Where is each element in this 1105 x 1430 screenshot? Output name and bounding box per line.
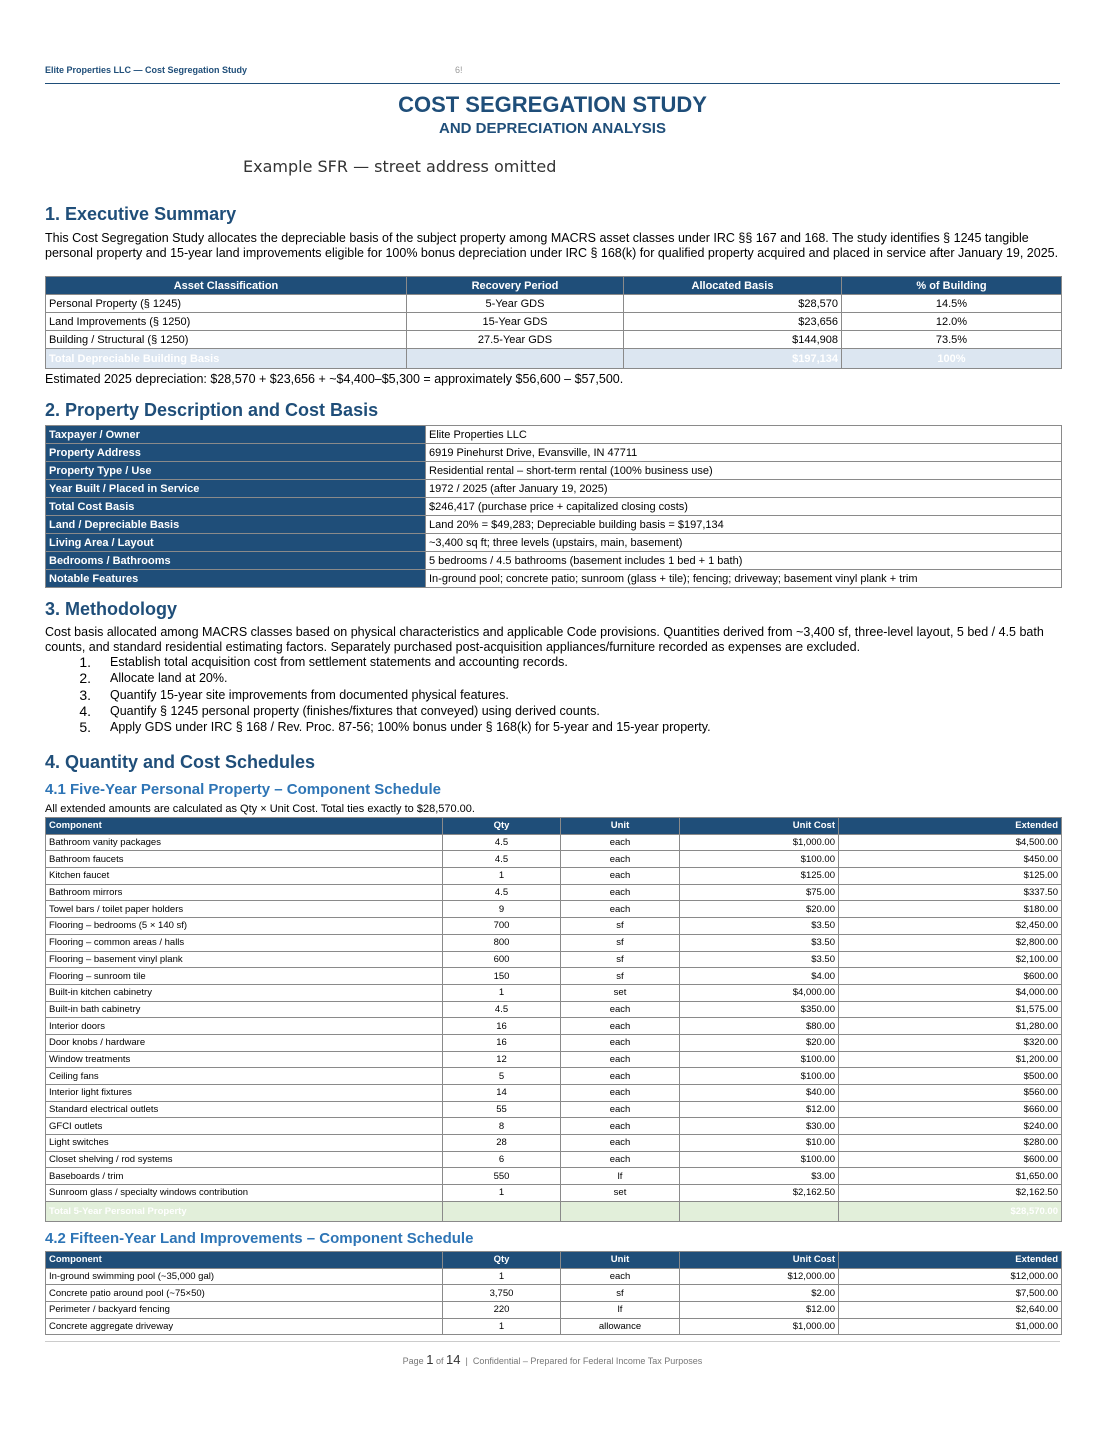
page-footer: Page 1 of 14 | Confidential – Prepared for Federal Income Tax Purposes xyxy=(402,1352,703,1367)
table-cell: 16 xyxy=(443,1034,561,1051)
footer-divider xyxy=(45,1341,1060,1342)
section-2-heading: 2. Property Description and Cost Basis xyxy=(45,400,379,420)
table-cell: $450.00 xyxy=(839,851,1062,868)
table-cell: $1,575.00 xyxy=(839,1001,1062,1018)
table-cell: 12 xyxy=(443,1051,561,1068)
table-cell: $2,100.00 xyxy=(839,951,1062,968)
table-cell: 600 xyxy=(443,951,561,968)
column-header: Unit xyxy=(561,818,680,835)
header-title: Elite Properties LLC — Cost Segregation Study xyxy=(45,65,248,75)
step-text: Allocate land at 20%. xyxy=(110,671,228,686)
step-number: 5. xyxy=(79,719,91,736)
table-cell: sf xyxy=(561,1285,680,1302)
table-cell: 6919 Pinehurst Drive, Evansville, IN 47711 xyxy=(426,444,1062,462)
table-row xyxy=(46,1118,1062,1135)
table-row xyxy=(46,1151,1062,1168)
table-cell: $125.00 xyxy=(839,868,1062,885)
table-cell: set xyxy=(561,984,680,1001)
footer-page-number: 1 xyxy=(426,1352,434,1367)
table-cell: Land / Depreciable Basis xyxy=(46,516,426,534)
table-row xyxy=(46,1085,1062,1102)
table-cell: Built-in kitchen cabinetry xyxy=(46,984,443,1001)
table-cell: 1972 / 2025 (after January 19, 2025) xyxy=(426,480,1062,498)
table-cell: Residential rental – short-term rental (100% business use) xyxy=(426,462,1062,480)
table-cell: 14.5% xyxy=(842,295,1062,313)
table-cell: $12,000.00 xyxy=(680,1268,839,1285)
subsection-4-2-heading: 4.2 Fifteen-Year Land Improvements – Component Schedule xyxy=(45,1230,474,1247)
table-cell: each xyxy=(561,1001,680,1018)
table-cell: 1 xyxy=(443,1318,561,1335)
total-row xyxy=(46,349,1062,369)
header-page-mark: 6! xyxy=(455,65,463,75)
table-header-row xyxy=(46,818,1062,835)
total-cell: $28,570.00 xyxy=(839,1201,1062,1221)
table-cell: allowance xyxy=(561,1318,680,1335)
table-cell: 16 xyxy=(443,1018,561,1035)
table-cell: 73.5% xyxy=(842,331,1062,349)
table-row xyxy=(46,884,1062,901)
table-cell: each xyxy=(561,884,680,901)
table-cell: $1,000.00 xyxy=(839,1318,1062,1335)
table-cell: $3.50 xyxy=(680,934,839,951)
table-cell: Flooring – basement vinyl plank xyxy=(46,951,443,968)
table-cell: $12,000.00 xyxy=(839,1268,1062,1285)
table-row xyxy=(46,1185,1062,1202)
table-row xyxy=(46,1001,1062,1018)
table-row xyxy=(46,534,1062,552)
table-row xyxy=(46,1135,1062,1152)
step-text: Establish total acquisition cost from settlement statements and accounting records. xyxy=(110,655,568,669)
column-header: % of Building xyxy=(842,277,1062,295)
table-cell: sf xyxy=(561,968,680,985)
section-3-paragraph: Cost basis allocated among MACRS classes based on physical characteristics and applicable Code provisions. Quantities derived from ~3,400 sf, three-level layout, 5 bed / 4.5 bath counts, and standard residential estimating factors. Separately purchased post-acquisition appliances/furniture recorded as expenses are excluded. xyxy=(45,625,1044,654)
table-row xyxy=(46,851,1062,868)
column-header: Component xyxy=(46,818,443,835)
table-header-row xyxy=(46,1252,1062,1269)
step-number: 1. xyxy=(79,654,91,670)
table-cell: Sunroom glass / specialty windows contribution xyxy=(46,1185,443,1202)
table-cell: lf xyxy=(561,1168,680,1185)
table-cell: Interior light fixtures xyxy=(46,1085,443,1102)
table-cell: $337.50 xyxy=(839,884,1062,901)
table-cell: Notable Features xyxy=(46,570,426,588)
table-row xyxy=(46,1268,1062,1285)
property-description-table xyxy=(45,425,1062,588)
column-header: Component xyxy=(46,1252,443,1269)
table-row xyxy=(46,426,1062,444)
table-cell: $3.00 xyxy=(680,1168,839,1185)
table-cell: 150 xyxy=(443,968,561,985)
table-cell: each xyxy=(561,851,680,868)
table-cell: Towel bars / toilet paper holders xyxy=(46,901,443,918)
doc-title: COST SEGREGATION STUDY xyxy=(398,92,707,117)
table-row xyxy=(46,934,1062,951)
step-number: 3. xyxy=(79,686,91,703)
table-cell: 1 xyxy=(443,1268,561,1285)
table-cell: 550 xyxy=(443,1168,561,1185)
table-row xyxy=(46,1302,1062,1319)
table-cell: 1 xyxy=(443,984,561,1001)
table-cell: sf xyxy=(561,918,680,935)
table-cell: Concrete patio around pool (~75×50) xyxy=(46,1285,443,1302)
table-cell: $1,650.00 xyxy=(839,1168,1062,1185)
column-header: Recovery Period xyxy=(407,277,624,295)
table-cell: 5 bedrooms / 4.5 bathrooms (basement includes 1 bed + 1 bath) xyxy=(426,552,1062,570)
table-cell: sf xyxy=(561,934,680,951)
table-cell: sf xyxy=(561,951,680,968)
total-cell xyxy=(407,349,624,369)
section-1-heading: 1. Executive Summary xyxy=(45,204,237,224)
section-3-heading: 3. Methodology xyxy=(45,599,177,619)
table-cell: Personal Property (§ 1245) xyxy=(46,295,407,313)
table-cell: $4,500.00 xyxy=(839,834,1062,851)
total-cell: $197,134 xyxy=(624,349,842,369)
table-cell: Flooring – common areas / halls xyxy=(46,934,443,951)
table-cell: 220 xyxy=(443,1302,561,1319)
table-cell: $2,162.50 xyxy=(680,1185,839,1202)
table-cell: Window treatments xyxy=(46,1051,443,1068)
table-cell: Total Cost Basis xyxy=(46,498,426,516)
table-cell: $28,570 xyxy=(624,295,842,313)
step-text: Quantify § 1245 personal property (finishes/fixtures that conveyed) using derived counts. xyxy=(110,703,600,718)
table-cell: Land 20% = $49,283; Depreciable building basis = $197,134 xyxy=(426,516,1062,534)
page-header xyxy=(45,63,1060,84)
column-header: Allocated Basis xyxy=(624,277,842,295)
table-row xyxy=(46,1051,1062,1068)
table-cell: Built-in bath cabinetry xyxy=(46,1001,443,1018)
table-cell: $7,500.00 xyxy=(839,1285,1062,1302)
table-cell: each xyxy=(561,1268,680,1285)
schedule-note: All extended amounts are calculated as Qty × Unit Cost. Total ties exactly to $28,570.00. xyxy=(45,803,475,815)
table-row xyxy=(46,968,1062,985)
table-cell: Standard electrical outlets xyxy=(46,1101,443,1118)
table-cell: $500.00 xyxy=(839,1068,1062,1085)
table-cell: $12.00 xyxy=(680,1302,839,1319)
table-cell: 5 xyxy=(443,1068,561,1085)
table-cell: $144,908 xyxy=(624,331,842,349)
table-cell: Land Improvements (§ 1250) xyxy=(46,313,407,331)
table-cell: each xyxy=(561,1085,680,1102)
section-1-paragraph: This Cost Segregation Study allocates the depreciable basis of the subject property among MACRS asset classes under IRC §§ 167 and 168. The study identifies § 1245 tangible personal property and 15-year land improvements eligible for 100% bonus depreciation under IRC § 168(k) for qualified property acquired and placed in service after January 19, 2025. xyxy=(45,231,1059,260)
step-text: Quantify 15-year site improvements from documented physical features. xyxy=(110,687,509,702)
table-cell: Perimeter / backyard fencing xyxy=(46,1302,443,1319)
step-number: 2. xyxy=(79,670,91,687)
table-cell: each xyxy=(561,834,680,851)
table-cell: 6 xyxy=(443,1151,561,1168)
table-cell: $2,800.00 xyxy=(839,934,1062,951)
table-cell: $75.00 xyxy=(680,884,839,901)
table-cell: Bathroom vanity packages xyxy=(46,834,443,851)
table-cell: 9 xyxy=(443,901,561,918)
table-cell: 8 xyxy=(443,1118,561,1135)
table-cell: In-ground pool; concrete patio; sunroom (glass + tile); fencing; driveway; basement vinyl plank + trim xyxy=(426,570,1062,588)
table-cell: $246,417 (purchase price + capitalized closing costs) xyxy=(426,498,1062,516)
table-cell: Bedrooms / Bathrooms xyxy=(46,552,426,570)
table-cell: $80.00 xyxy=(680,1018,839,1035)
table-cell: $1,000.00 xyxy=(680,1318,839,1335)
table-cell: $4,000.00 xyxy=(839,984,1062,1001)
total-row xyxy=(46,1201,1062,1221)
table-cell: each xyxy=(561,1051,680,1068)
table-cell: each xyxy=(561,1018,680,1035)
table-cell: 28 xyxy=(443,1135,561,1152)
footer-page-word: Page xyxy=(402,1356,424,1366)
table-cell: Property Type / Use xyxy=(46,462,426,480)
table-row xyxy=(46,1101,1062,1118)
table-cell: 4.5 xyxy=(443,1001,561,1018)
table-row xyxy=(46,570,1062,588)
table-cell: Taxpayer / Owner xyxy=(46,426,426,444)
table-row xyxy=(46,516,1062,534)
table-cell: $3.50 xyxy=(680,918,839,935)
total-cell xyxy=(561,1201,680,1221)
table-header-row xyxy=(46,277,1062,295)
section-4-heading: 4. Quantity and Cost Schedules xyxy=(45,752,316,772)
column-header: Qty xyxy=(443,818,561,835)
table-cell: $560.00 xyxy=(839,1085,1062,1102)
total-cell xyxy=(680,1201,839,1221)
table-row xyxy=(46,295,1062,313)
table-cell: $100.00 xyxy=(680,1151,839,1168)
table-cell: 15-Year GDS xyxy=(407,313,624,331)
table-cell: $30.00 xyxy=(680,1118,839,1135)
table-row xyxy=(46,552,1062,570)
table-cell: Building / Structural (§ 1250) xyxy=(46,331,407,349)
table-cell: $4.00 xyxy=(680,968,839,985)
table-cell: $3.50 xyxy=(680,951,839,968)
table-cell: each xyxy=(561,1135,680,1152)
column-header: Asset Classification xyxy=(46,277,407,295)
table-row xyxy=(46,498,1062,516)
footer-of-word: of xyxy=(435,1356,444,1366)
subsection-4-1-heading: 4.1 Five-Year Personal Property – Component Schedule xyxy=(45,781,441,798)
table-cell: $100.00 xyxy=(680,851,839,868)
doc-subtitle: AND DEPRECIATION ANALYSIS xyxy=(439,120,666,137)
table-cell: $20.00 xyxy=(680,901,839,918)
table-cell: each xyxy=(561,868,680,885)
table-row xyxy=(46,313,1062,331)
table-cell: lf xyxy=(561,1302,680,1319)
total-cell: Total Depreciable Building Basis xyxy=(46,349,407,369)
table-row xyxy=(46,1018,1062,1035)
total-cell: 100% xyxy=(842,349,1062,369)
table-row xyxy=(46,1068,1062,1085)
step-text: Apply GDS under IRC § 168 / Rev. Proc. 87-56; 100% bonus under § 168(k) for 5-year and 15-year property. xyxy=(110,720,711,735)
column-header: Unit xyxy=(561,1252,680,1269)
table-cell: 5-Year GDS xyxy=(407,295,624,313)
table-cell: $2,450.00 xyxy=(839,918,1062,935)
table-cell: 14 xyxy=(443,1085,561,1102)
table-cell: each xyxy=(561,1101,680,1118)
table-cell: In-ground swimming pool (~35,000 gal) xyxy=(46,1268,443,1285)
table-cell: set xyxy=(561,1185,680,1202)
table-cell: Concrete aggregate driveway xyxy=(46,1318,443,1335)
property-line: Example SFR — street address omitted xyxy=(243,157,557,176)
table-cell: each xyxy=(561,1034,680,1051)
table-cell: each xyxy=(561,1068,680,1085)
footer-page-total: 14 xyxy=(446,1352,461,1367)
table-cell: Door knobs / hardware xyxy=(46,1034,443,1051)
table-cell: $2,640.00 xyxy=(839,1302,1062,1319)
table-cell: 4.5 xyxy=(443,851,561,868)
table-cell: Elite Properties LLC xyxy=(426,426,1062,444)
table-cell: Baseboards / trim xyxy=(46,1168,443,1185)
footer-note: Confidential – Prepared for Federal Income Tax Purposes xyxy=(472,1356,703,1366)
table-cell: $240.00 xyxy=(839,1118,1062,1135)
table-cell: $100.00 xyxy=(680,1051,839,1068)
total-cell xyxy=(443,1201,561,1221)
table-cell: $600.00 xyxy=(839,968,1062,985)
table-cell: Bathroom mirrors xyxy=(46,884,443,901)
table-cell: Living Area / Layout xyxy=(46,534,426,552)
table-cell: $1,000.00 xyxy=(680,834,839,851)
table-cell: GFCI outlets xyxy=(46,1118,443,1135)
table-cell: $2,162.50 xyxy=(839,1185,1062,1202)
table-cell: 27.5-Year GDS xyxy=(407,331,624,349)
table-cell: 55 xyxy=(443,1101,561,1118)
table-cell: $20.00 xyxy=(680,1034,839,1051)
table-cell: $4,000.00 xyxy=(680,984,839,1001)
table-row xyxy=(46,480,1062,498)
table-cell: $100.00 xyxy=(680,1068,839,1085)
table-row xyxy=(46,901,1062,918)
table-cell: $1,280.00 xyxy=(839,1018,1062,1035)
table-row xyxy=(46,834,1062,851)
table-cell: each xyxy=(561,1151,680,1168)
table-cell: $280.00 xyxy=(839,1135,1062,1152)
table-cell: Flooring – sunroom tile xyxy=(46,968,443,985)
table-row xyxy=(46,1034,1062,1051)
table-row xyxy=(46,984,1062,1001)
table-cell: 3,750 xyxy=(443,1285,561,1302)
depreciation-estimate: Estimated 2025 depreciation: $28,570 + $23,656 + ~$4,400–$5,300 = approximately $56,600 – $57,500. xyxy=(45,372,624,386)
table-cell: $660.00 xyxy=(839,1101,1062,1118)
column-header: Unit Cost xyxy=(680,818,839,835)
step-number: 4. xyxy=(79,702,91,719)
table-row xyxy=(46,868,1062,885)
table-row xyxy=(46,462,1062,480)
asset-summary-table xyxy=(45,276,1062,369)
table-cell: 700 xyxy=(443,918,561,935)
table-cell: Light switches xyxy=(46,1135,443,1152)
table-row xyxy=(46,331,1062,349)
table-row xyxy=(46,1168,1062,1185)
table-cell: $350.00 xyxy=(680,1001,839,1018)
table-cell: $1,200.00 xyxy=(839,1051,1062,1068)
table-cell: 800 xyxy=(443,934,561,951)
total-cell: Total 5-Year Personal Property xyxy=(46,1201,443,1221)
table-row xyxy=(46,1285,1062,1302)
table-cell: $320.00 xyxy=(839,1034,1062,1051)
column-header: Extended xyxy=(839,818,1062,835)
table-cell: Kitchen faucet xyxy=(46,868,443,885)
table-cell: $40.00 xyxy=(680,1085,839,1102)
column-header: Qty xyxy=(443,1252,561,1269)
table-cell: each xyxy=(561,1118,680,1135)
table-cell: $23,656 xyxy=(624,313,842,331)
table-cell: 1 xyxy=(443,868,561,885)
table-cell: 4.5 xyxy=(443,884,561,901)
table-cell: Bathroom faucets xyxy=(46,851,443,868)
table-row xyxy=(46,951,1062,968)
table-cell: $180.00 xyxy=(839,901,1062,918)
table-cell: Property Address xyxy=(46,444,426,462)
table-cell: $600.00 xyxy=(839,1151,1062,1168)
table-cell: $125.00 xyxy=(680,868,839,885)
table-cell: $12.00 xyxy=(680,1101,839,1118)
table-cell: ~3,400 sq ft; three levels (upstairs, main, basement) xyxy=(426,534,1062,552)
column-header: Extended xyxy=(839,1252,1062,1269)
table-cell: Flooring – bedrooms (5 × 140 sf) xyxy=(46,918,443,935)
column-header: Unit Cost xyxy=(680,1252,839,1269)
table-cell: 4.5 xyxy=(443,834,561,851)
table-cell: 1 xyxy=(443,1185,561,1202)
table-row xyxy=(46,444,1062,462)
table-cell: each xyxy=(561,901,680,918)
table-cell: Year Built / Placed in Service xyxy=(46,480,426,498)
table-cell: $10.00 xyxy=(680,1135,839,1152)
table-cell: Ceiling fans xyxy=(46,1068,443,1085)
table-cell: Interior doors xyxy=(46,1018,443,1035)
table-cell: 12.0% xyxy=(842,313,1062,331)
table-cell: Closet shelving / rod systems xyxy=(46,1151,443,1168)
table-cell: $2.00 xyxy=(680,1285,839,1302)
five-year-schedule-table xyxy=(45,817,1062,1222)
table-row xyxy=(46,918,1062,935)
table-row xyxy=(46,1318,1062,1335)
fifteen-year-schedule-table xyxy=(45,1251,1062,1335)
